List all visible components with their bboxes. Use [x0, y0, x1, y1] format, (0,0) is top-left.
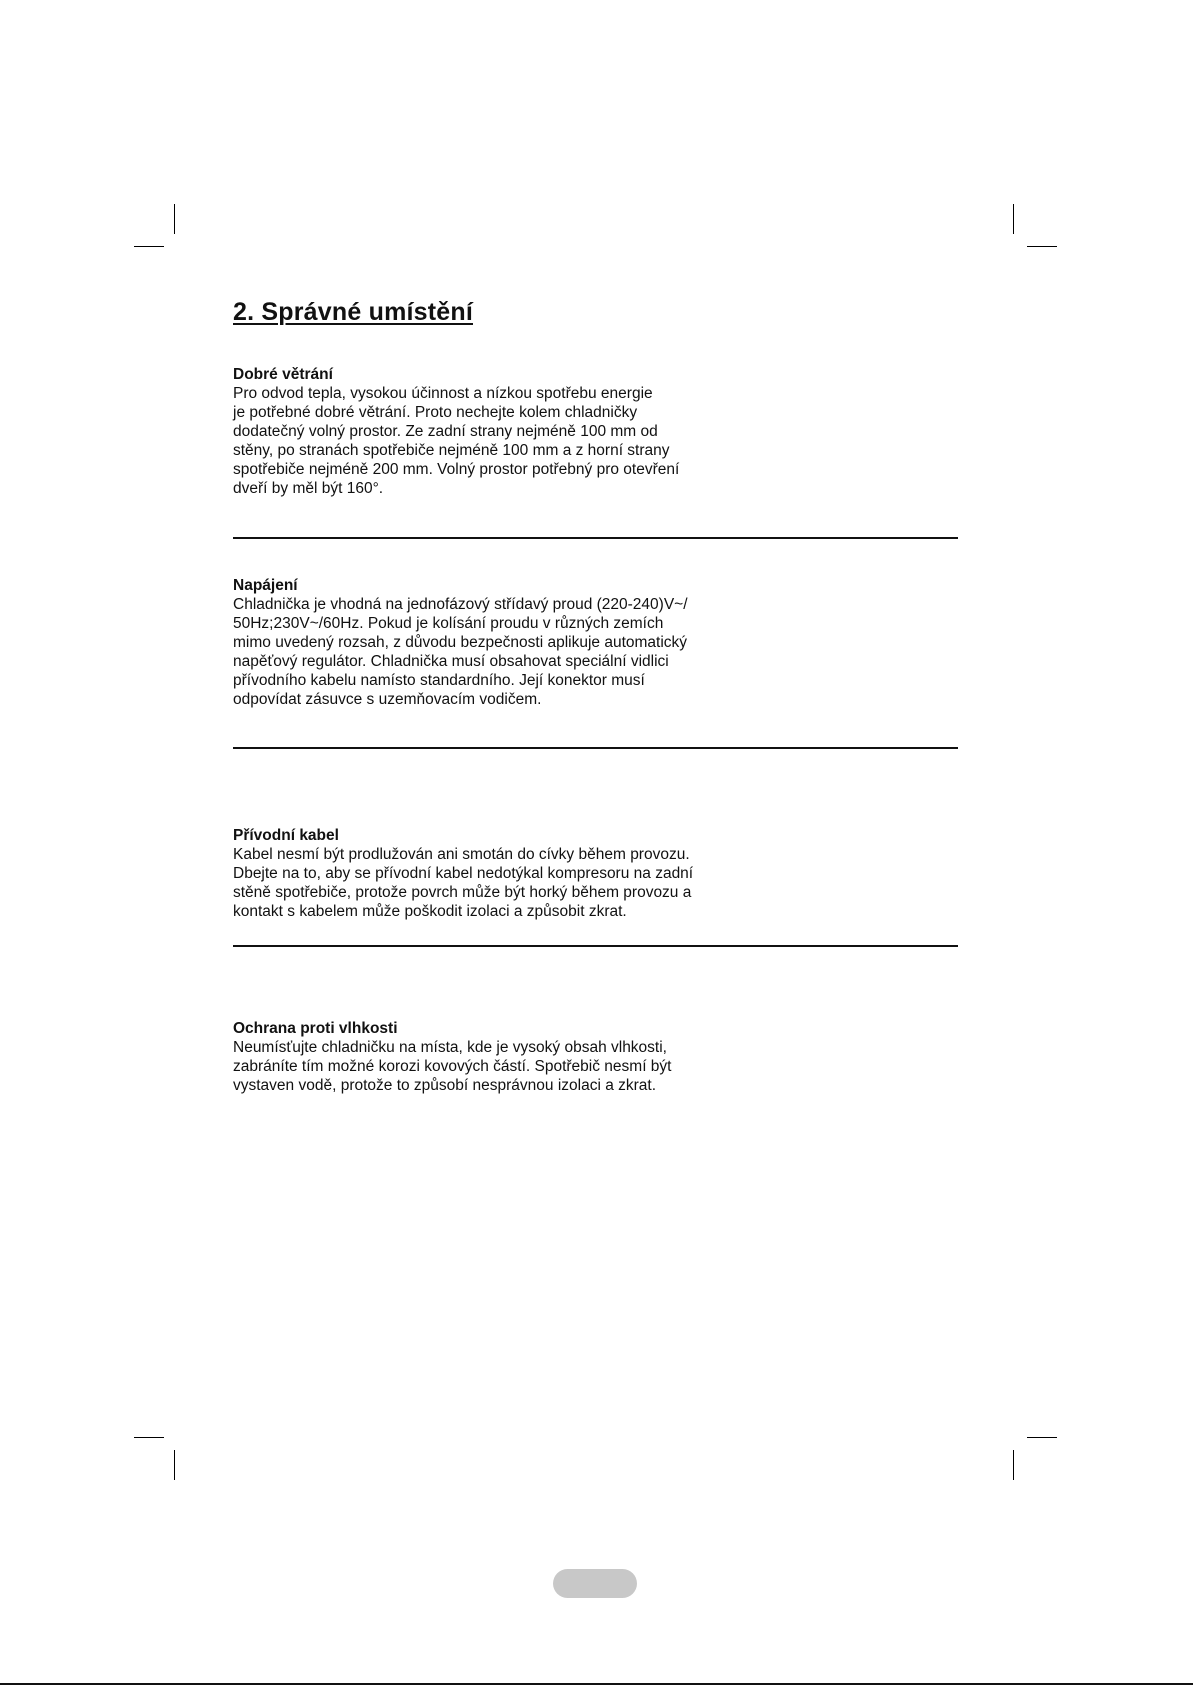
section-divider — [233, 537, 958, 539]
crop-mark-top-right-vertical — [1013, 204, 1014, 234]
section-heading: Přívodní kabel — [233, 827, 339, 844]
section-body: Chladnička je vhodná na jednofázový střídavý proud (220-240)V~/ 50Hz;230V~/60Hz. Pokud je kolísání proudu v různých zemích mimo uvedený rozsah, z důvodu bezpečnosti aplikuje automatický napěťový regulátor. Chladnička musí obsahovat speciální vidlici přívodního kabelu namísto standardního. Její konektor musí odpovídat zásuvce s uzemňovacím vodičem. — [233, 596, 688, 708]
page-number-badge — [553, 1569, 637, 1598]
section-ventilation — [233, 365, 753, 498]
crop-mark-top-right-horizontal — [1027, 246, 1057, 247]
section-heading: Ochrana proti vlhkosti — [233, 1020, 398, 1037]
page-title: 2. Správné umístění — [233, 298, 473, 326]
section-body: Neumísťujte chladničku na místa, kde je vysoký obsah vlhkosti, zabráníte tím možné korozi kovových částí. Spotřebič nesmí být vystaven vodě, protože to způsobí nesprávnou izolaci a zkrat. — [233, 1039, 672, 1094]
crop-mark-bottom-left-vertical — [174, 1450, 175, 1480]
section-body: Pro odvod tepla, vysokou účinnost a nízkou spotřebu energie je potřebné dobré větrání. Proto nechejte kolem chladničky dodatečný volný prostor. Ze zadní strany nejméně 100 mm od stěny, po stranách spotřebiče nejméně 100 mm a z horní strany spotřebiče nejméně 200 mm. Volný prostor potřebný pro otevření dveří by měl být 160°. — [233, 385, 680, 497]
crop-mark-bottom-right-horizontal — [1027, 1437, 1057, 1438]
crop-mark-top-left-vertical — [174, 204, 175, 234]
section-divider — [233, 747, 958, 749]
section-power-supply — [233, 576, 753, 709]
section-divider — [233, 945, 958, 947]
section-body: Kabel nesmí být prodlužován ani smotán do cívky během provozu. Dbejte na to, aby se přívodní kabel nedotýkal kompresoru na zadní stěně spotřebiče, protože povrch může být horký během provozu a kontakt s kabelem může poškodit izolaci a způsobit zkrat. — [233, 846, 694, 920]
section-heading: Napájení — [233, 577, 298, 594]
crop-mark-top-left-horizontal — [134, 246, 164, 247]
section-heading: Dobré větrání — [233, 366, 333, 383]
section-moisture-protection — [233, 1019, 753, 1095]
section-power-cable — [233, 826, 753, 921]
crop-mark-bottom-left-horizontal — [134, 1437, 164, 1438]
crop-mark-bottom-right-vertical — [1013, 1450, 1014, 1480]
